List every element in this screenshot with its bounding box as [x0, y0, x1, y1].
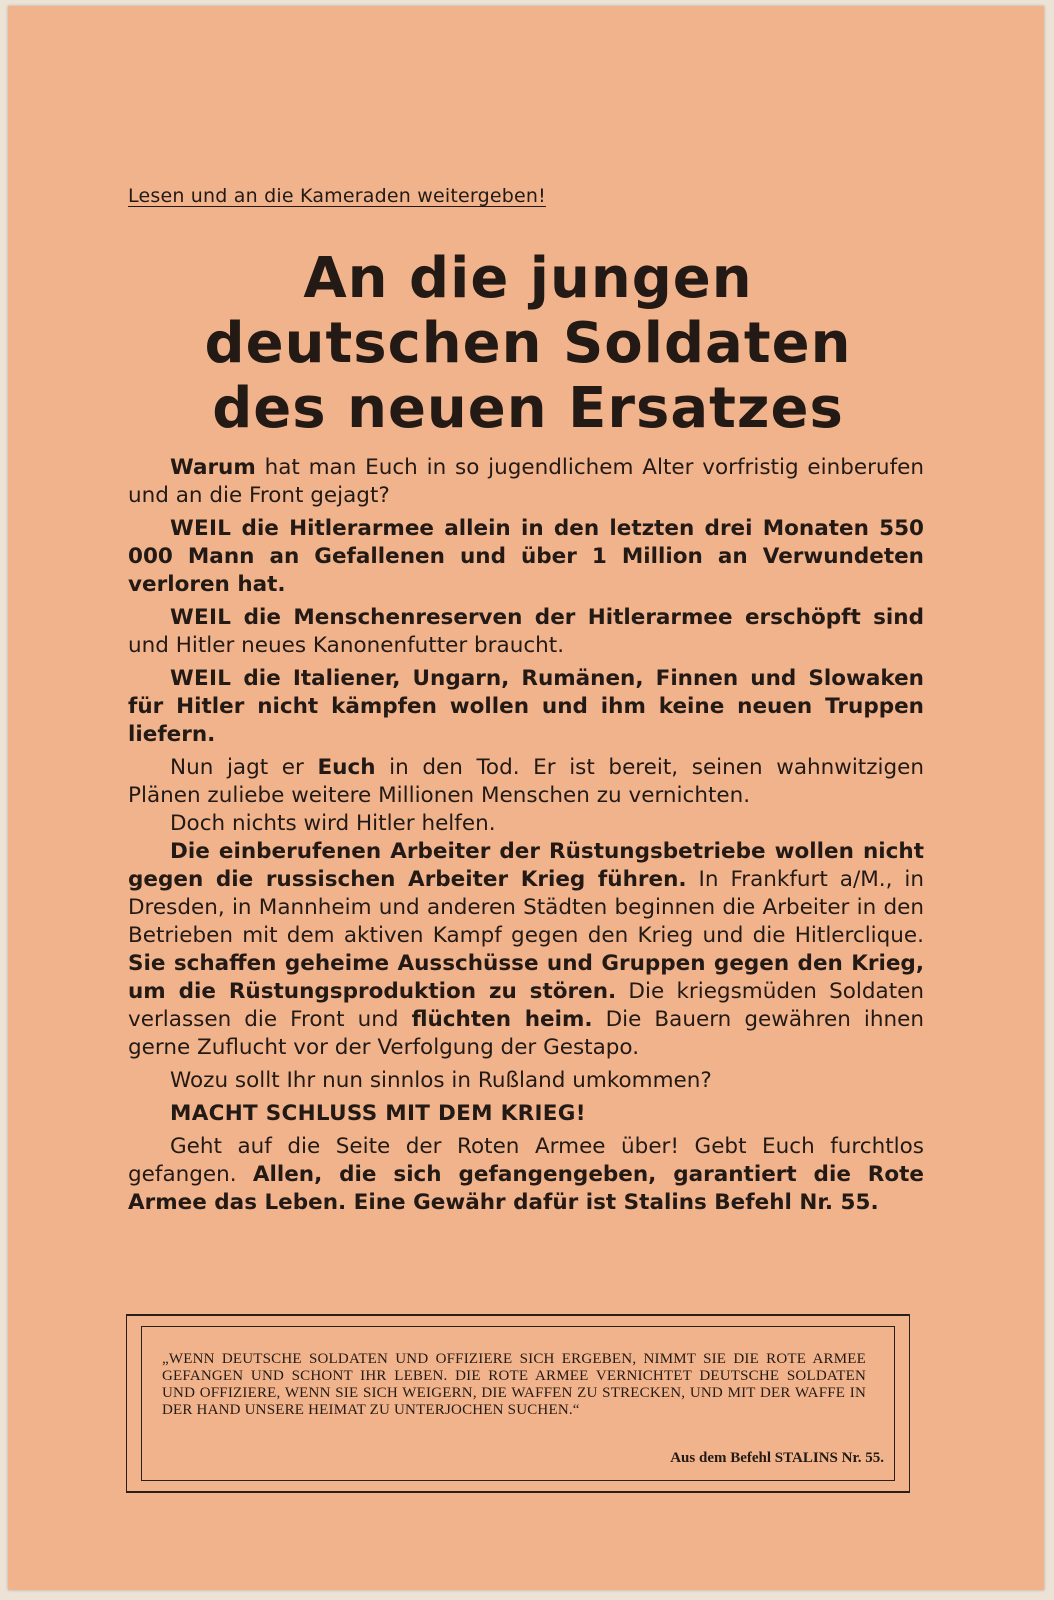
headline-line-3: des neuen Ersatzes — [212, 376, 844, 441]
tod-text-bold: Euch — [317, 755, 376, 780]
kicker-line: Lesen und an die Kameraden weitergeben! — [128, 185, 546, 207]
arbeiter-text-1: In Frankfurt a/M., in Dresden, in Mannheim und anderen Städten beginnen die Arbeiter in den Betrieben mit dem aktiven Kampf gegen den Krieg und die Hitlerclique. — [128, 867, 924, 948]
quote-source: Aus dem Befehl STALINS Nr. 55. — [670, 1450, 884, 1466]
weil-lead-3: WEIL — [170, 666, 232, 691]
warum-text: hat man Euch in so jugendlichem Alter vorfristig einberufen und an die Front gejagt? — [128, 455, 924, 508]
weil-lead-1: WEIL — [170, 516, 232, 541]
paragraph-doch: Doch nichts wird Hitler helfen. — [170, 811, 496, 836]
weil-text-3: die Italiener, Ungarn, Rumänen, Finnen und Slowaken für Hitler nicht kämpfen wollen und ihm keine neuen Truppen liefern. — [128, 666, 924, 747]
paragraph-weil-1 — [128, 515, 924, 599]
warum-lead: Warum — [170, 455, 256, 480]
arbeiter-text-2: Die kriegsmüden Soldaten verlassen die Front und — [128, 979, 924, 1032]
quote-box — [126, 1314, 910, 1493]
headline — [128, 246, 928, 441]
paragraph-warum — [128, 454, 924, 510]
paragraph-arbeiter — [128, 838, 924, 1062]
body-text — [128, 454, 924, 1222]
paragraph-weil-3 — [128, 665, 924, 749]
weil-text-2: und Hitler neues Kanonenfutter braucht. — [128, 633, 565, 658]
arbeiter-text-3: Die Bauern gewähren ihnen gerne Zuflucht vor der Verfolgung der Gestapo. — [128, 1007, 924, 1060]
paragraph-weil-2 — [128, 604, 924, 660]
leaflet-page — [8, 6, 1044, 1590]
weil-text-2-bold: die Menschenreserven der Hitlerarmee erschöpft sind — [231, 605, 924, 630]
paragraph-tod — [128, 754, 924, 810]
arbeiter-bold-1: Die einberufenen Arbeiter der Rüstungsbetriebe wollen nicht gegen die russischen Arbeiter Krieg führen. — [128, 839, 924, 892]
quote-box-inner-frame — [141, 1326, 895, 1481]
headline-line-2: deutschen Soldaten — [204, 311, 852, 376]
weil-lead-2: WEIL — [170, 605, 232, 630]
geht-text: Geht auf die Seite der Roten Armee über! Gebt Euch furchtlos gefangen. — [128, 1134, 924, 1187]
tod-text-a: Nun jagt er — [170, 755, 318, 780]
weil-text-1: die Hitlerarmee allein in den letzten drei Monaten 550 000 Mann an Gefallenen und über 1 Million an Verwundeten verloren hat. — [128, 516, 924, 597]
tod-text-c: in den Tod. Er ist bereit, seinen wahnwitzigen Plänen zuliebe weitere Millionen Menschen zu vernichten. — [128, 755, 924, 808]
arbeiter-bold-2: Sie schaffen geheime Ausschüsse und Gruppen gegen den Krieg, um die Rüstungsproduktion zu stören. — [128, 951, 924, 1004]
geht-bold: Allen, die sich gefangengeben, garantiert die Rote Armee das Leben. Eine Gewähr dafür ist Stalins Befehl Nr. 55. — [128, 1162, 924, 1215]
paragraph-macht-schluss: MACHT SCHLUSS MIT DEM KRIEG! — [170, 1101, 586, 1126]
stalin-quote: „WENN DEUTSCHE SOLDATEN UND OFFIZIERE SICH ERGEBEN, NIMMT SIE DIE ROTE ARMEE GEFANGEN UND SCHONT IHR LEBEN. DIE ROTE ARMEE VERNICHTET DEUTSCHE SOLDATEN UND OFFIZIERE, WENN SIE SICH WEIGERN, DIE WAFFEN ZU STRECKEN, UND MIT DER WAFFE IN DER HAND UNSERE HEIMAT ZU UNTERJOCHEN SUCHEN.“ — [162, 1351, 866, 1418]
arbeiter-bold-3: flüchten heim. — [411, 1007, 593, 1032]
paragraph-wozu: Wozu sollt Ihr nun sinnlos in Rußland umkommen? — [170, 1068, 712, 1093]
headline-line-1: An die jungen — [303, 246, 753, 311]
paragraph-geht — [128, 1133, 924, 1217]
